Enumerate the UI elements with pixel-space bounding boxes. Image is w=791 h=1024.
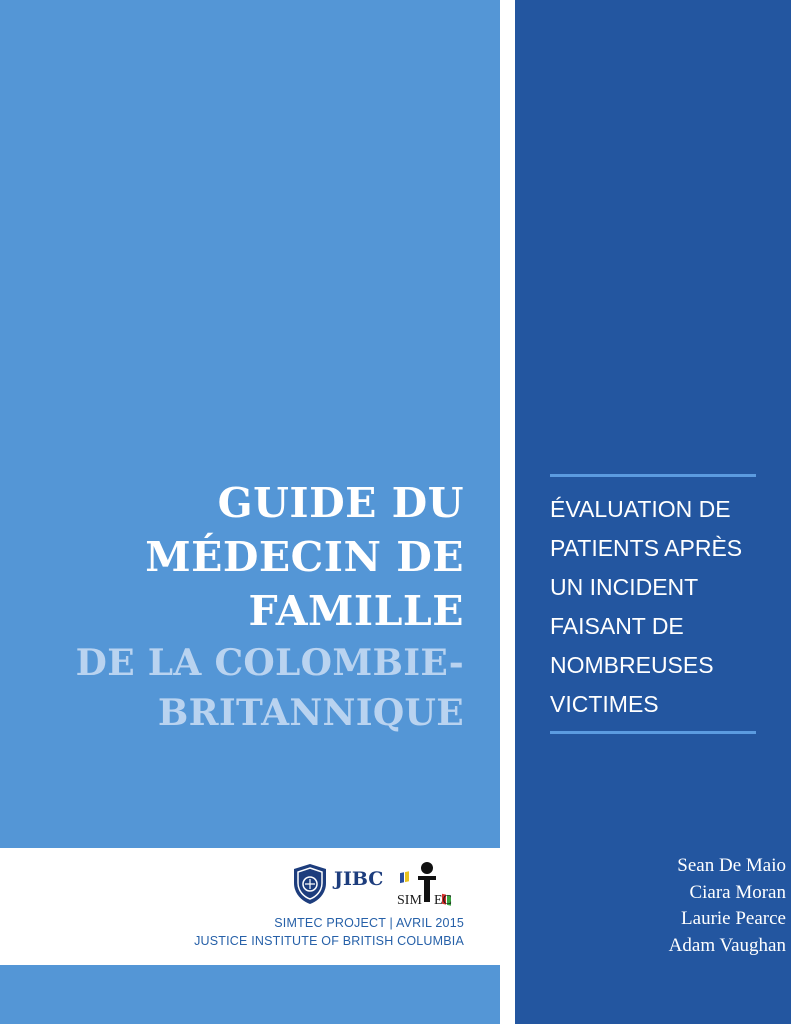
- author-name: Adam Vaughan: [668, 934, 786, 956]
- jibc-logo-text: JIBC: [334, 868, 384, 890]
- side-title-line-3: UN INCIDENT: [550, 574, 699, 600]
- institute-line: JUSTICE INSTITUTE OF BRITISH COLUMBIA: [194, 934, 464, 948]
- side-title-line-6: VICTIMES: [550, 691, 659, 717]
- author-name: Laurie Pearce: [681, 908, 786, 929]
- cover-bottom-strip: [0, 965, 500, 1024]
- side-title-line-4: FAISANT DE: [550, 613, 684, 639]
- logo-row: [290, 860, 470, 908]
- author-name: Ciara Moran: [689, 881, 786, 903]
- title-line-1: GUIDE DU: [217, 479, 464, 527]
- side-title-line-2: PATIENTS APRÈS: [550, 535, 743, 561]
- simtec-sim-text: SIM: [397, 893, 422, 908]
- simtec-logo-icon: [396, 860, 468, 910]
- title-line-2: MÉDECIN DE: [145, 533, 464, 581]
- subtitle-line-2: BRITANNIQUE: [157, 692, 464, 734]
- author-name: Sean De Maio: [677, 855, 786, 876]
- side-title-line-1: ÉVALUATION DE: [550, 496, 731, 522]
- side-title-line-5: NOMBREUSES: [550, 652, 714, 678]
- side-title: [550, 490, 780, 724]
- side-rule-bottom: [550, 731, 756, 734]
- side-rule-top: [550, 474, 756, 477]
- author-list: [669, 853, 786, 959]
- title-line-3: FAMILLE: [248, 587, 464, 635]
- footer-text: [194, 914, 464, 950]
- cover-title: [4, 476, 464, 738]
- simtec-ec-text: EC: [434, 893, 452, 908]
- jibc-shield-icon: [292, 863, 328, 905]
- project-line: SIMTEC PROJECT | AVRIL 2015: [274, 916, 464, 930]
- subtitle-line-1: DE LA COLOMBIE-: [75, 642, 464, 684]
